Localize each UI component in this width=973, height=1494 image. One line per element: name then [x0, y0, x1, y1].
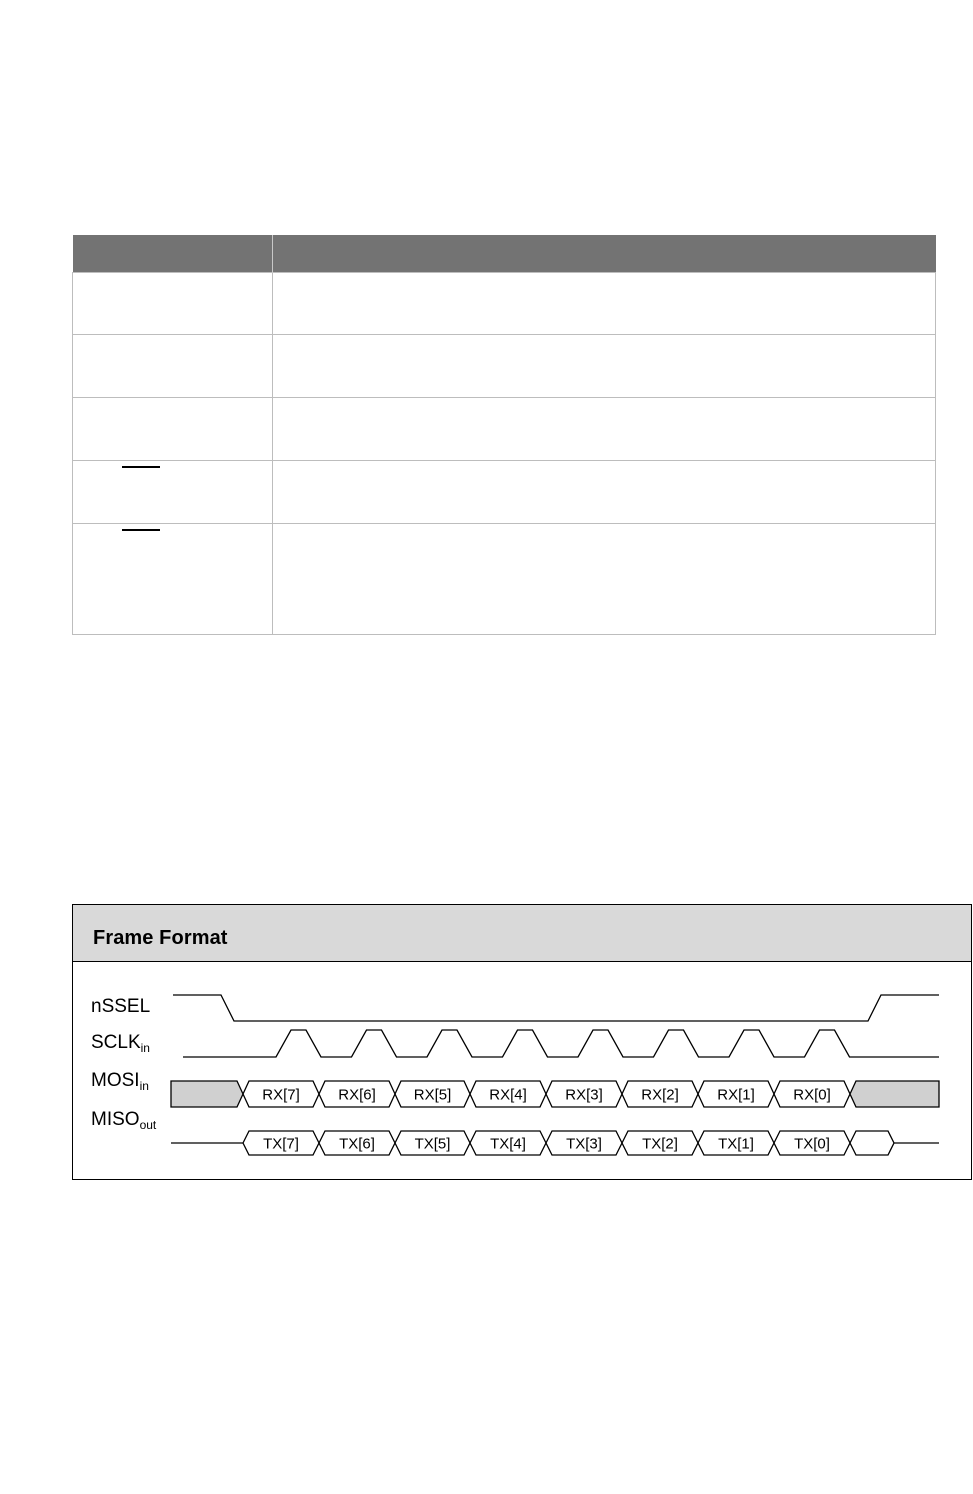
miso-cell-label: TX[2] [642, 1135, 678, 1153]
mosi-cell-label: RX[4] [489, 1086, 527, 1104]
timing-diagram [73, 905, 971, 1179]
mosi-label: $MOSI_{in}$ [91, 1070, 149, 1093]
signal-cell [73, 398, 273, 461]
header-description [273, 235, 936, 273]
frame-format-title: Frame Format [93, 927, 228, 949]
mosi-cell-label: RX[2] [641, 1086, 679, 1104]
sclk-waveform [183, 1030, 939, 1057]
description-cell [273, 335, 936, 398]
table-row [73, 335, 936, 398]
sclk-label: $SCLK_{in}$ [91, 1032, 150, 1055]
miso-cell-label: TX[3] [566, 1135, 602, 1153]
miso-cell-label: TX[6] [339, 1135, 375, 1153]
table-row [73, 398, 936, 461]
miso-tristate-cell [850, 1131, 894, 1155]
mosi-cell-label: RX[1] [717, 1086, 755, 1104]
mosi-cell-label: RX[6] [338, 1086, 376, 1104]
nssel-label: nSSEL [91, 996, 151, 1017]
miso-cell-label: TX[1] [718, 1135, 754, 1153]
table-header-row [73, 235, 936, 273]
table-row [73, 461, 936, 524]
description-cell [273, 461, 936, 524]
miso-cell-label: TX[7] [263, 1135, 299, 1153]
mosi-cell-label: RX[3] [565, 1086, 603, 1104]
miso-label: $MISO_{out}$ [91, 1109, 157, 1132]
description-cell [273, 398, 936, 461]
table-row [73, 524, 936, 635]
description-cell [273, 524, 936, 635]
description-cell [273, 273, 936, 335]
frame-format-figure [72, 904, 972, 1180]
table-row [73, 273, 936, 335]
signal-cell [73, 335, 273, 398]
mosi-cell-label: RX[7] [262, 1086, 300, 1104]
active-low-overline [122, 466, 160, 468]
miso-cell-label: TX[0] [794, 1135, 830, 1153]
mosi-idle-end [850, 1081, 939, 1107]
miso-cell-label: TX[4] [490, 1135, 526, 1153]
signal-cell [73, 524, 273, 635]
active-low-overline [122, 529, 160, 531]
header-signal [73, 235, 273, 273]
nssel-waveform [173, 995, 939, 1021]
mosi-idle-start [171, 1081, 243, 1107]
miso-cell-label: TX[5] [414, 1135, 451, 1153]
signal-cell [73, 273, 273, 335]
mosi-cell-label: RX[0] [793, 1086, 831, 1104]
mosi-cell-label: RX[5] [413, 1086, 452, 1104]
signal-cell [73, 461, 273, 524]
signal-description-table [72, 235, 936, 635]
